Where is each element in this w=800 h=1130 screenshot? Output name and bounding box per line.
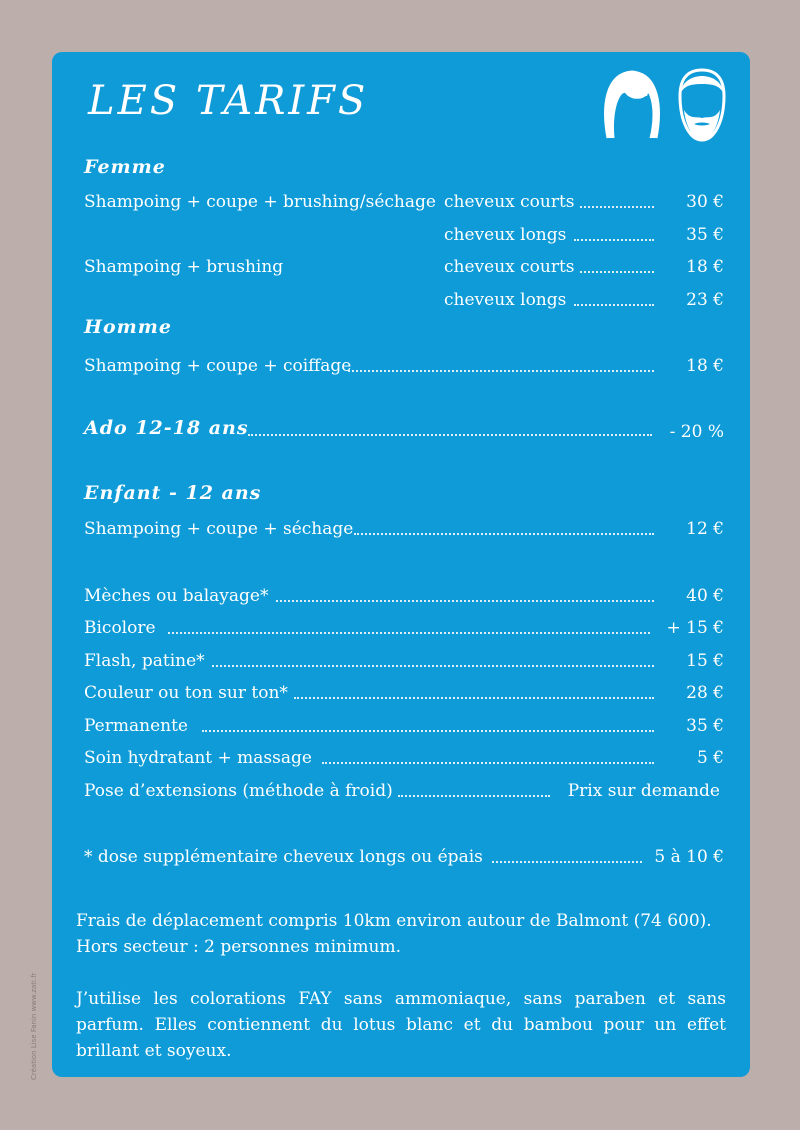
page-title: LES TARIFS: [88, 78, 369, 124]
dot-leader: [294, 697, 654, 699]
price: 15 €: [686, 651, 724, 671]
faces-illustration: [600, 66, 730, 146]
price-row: [84, 779, 724, 803]
dot-leader: [398, 795, 550, 797]
price-row: [84, 714, 724, 738]
dot-leader: [492, 861, 642, 863]
section-femme: Femme: [84, 156, 166, 178]
price: 12 €: [686, 519, 724, 539]
service-name: Shampoing + brushing: [84, 257, 284, 277]
service-name: Shampoing + coupe + séchage: [84, 519, 354, 539]
service-name: Bicolore: [84, 618, 156, 638]
dot-leader: [168, 632, 650, 634]
travel-note: [76, 908, 726, 960]
price: 35 €: [686, 225, 724, 245]
dot-leader: [580, 206, 654, 208]
credit: Création Lise Fanin www.zati.fr: [30, 972, 38, 1080]
dot-leader: [322, 762, 654, 764]
price: 28 €: [686, 683, 724, 703]
price: 5 €: [696, 748, 724, 768]
price-row: [84, 255, 724, 279]
bearded-man-face-icon: [680, 70, 724, 140]
price: 18 €: [686, 356, 724, 376]
hair-length: cheveux longs: [444, 225, 567, 245]
dot-leader: [574, 239, 654, 241]
products-note: J’utilise les colorations FAY sans ammoniaque, sans paraben et sans parfum. Elles contiennent du lotus blanc et du bambou pour un effet brillant et soyeux.: [76, 989, 726, 1061]
dot-leader: [202, 730, 654, 732]
footnote-text: * dose supplémentaire cheveux longs ou épais: [84, 847, 483, 867]
dot-leader: [248, 434, 652, 436]
service-name: Permanente: [84, 716, 188, 736]
price-row: [84, 584, 724, 608]
woman-face-icon: [606, 72, 659, 138]
service-name: Flash, patine*: [84, 651, 205, 671]
service-name: Shampoing + coupe + coiffage: [84, 356, 352, 376]
price-row: [84, 681, 724, 705]
price: - 20 %: [669, 422, 724, 442]
price-list-card: [52, 52, 750, 1077]
price-row: [84, 517, 724, 541]
footnote-row: [84, 845, 724, 869]
dot-leader: [348, 370, 654, 372]
dot-leader: [580, 271, 654, 273]
price-row: [84, 416, 724, 444]
price: 18 €: [686, 257, 724, 277]
price-row: [84, 649, 724, 673]
travel-line-1: Frais de déplacement compris 10km environ autour de Balmont (74 600).: [76, 911, 712, 931]
price: 40 €: [686, 586, 724, 606]
service-name: Soin hydratant + massage: [84, 748, 312, 768]
travel-line-2: Hors secteur : 2 personnes minimum.: [76, 937, 401, 957]
dot-leader: [212, 665, 654, 667]
price: Prix sur demande: [567, 781, 720, 801]
avatars: [600, 66, 730, 150]
dot-leader: [276, 600, 654, 602]
service-name: Couleur ou ton sur ton*: [84, 683, 288, 703]
price-row: [84, 746, 724, 770]
price-row: [84, 223, 724, 247]
dot-leader: [574, 304, 654, 306]
price-row: [84, 354, 724, 378]
hair-length: cheveux courts: [444, 257, 575, 277]
price: 30 €: [686, 192, 724, 212]
hair-length: cheveux courts: [444, 192, 575, 212]
price: + 15 €: [666, 618, 724, 638]
price-row: [84, 616, 724, 640]
price: 5 à 10 €: [654, 847, 724, 867]
price: 23 €: [686, 290, 724, 310]
section-enfant: Enfant - 12 ans: [84, 482, 262, 504]
price: 35 €: [686, 716, 724, 736]
dot-leader: [354, 533, 654, 535]
section-ado: Ado 12-18 ans: [84, 417, 249, 439]
price-row: [84, 288, 724, 312]
section-homme: Homme: [84, 316, 172, 338]
service-name: Mèches ou balayage*: [84, 586, 269, 606]
hair-length: cheveux longs: [444, 290, 567, 310]
price-row: [84, 190, 724, 214]
service-name: Pose d’extensions (méthode à froid): [84, 781, 393, 801]
service-name: Shampoing + coupe + brushing/séchage: [84, 192, 436, 212]
